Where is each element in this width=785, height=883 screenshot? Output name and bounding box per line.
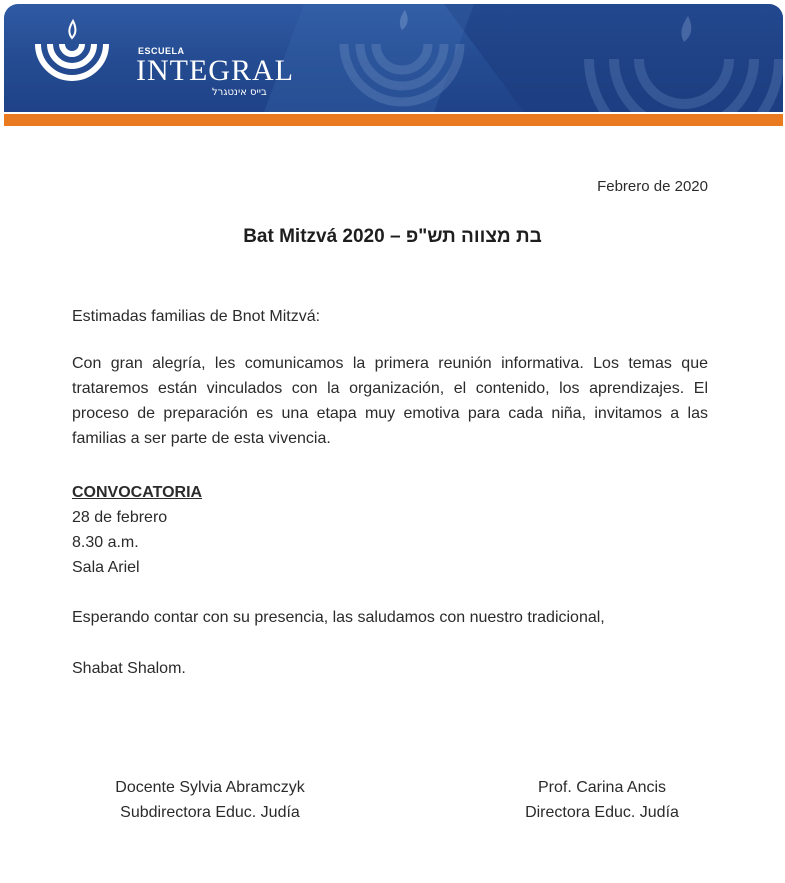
logo-integral-text: INTEGRAL — [136, 54, 294, 87]
signature-name: Prof. Carina Ancis — [537, 779, 667, 796]
signature-right — [452, 775, 752, 825]
greeting: Estimadas familias de Bnot Mitzvá: — [72, 308, 321, 325]
letterhead-banner — [4, 4, 783, 112]
letter-title — [0, 226, 785, 248]
convocatoria-time: 8.30 a.m. — [72, 534, 139, 551]
title-hebrew: בת מצווה תש"פ — [405, 226, 542, 247]
signature-role: Directora Educ. Judía — [525, 804, 679, 821]
signature-left — [60, 775, 360, 825]
closing-line: Esperando contar con su presencia, las saludamos con nuestro tradicional, — [72, 609, 605, 626]
convocatoria-date: 28 de febrero — [72, 509, 168, 526]
accent-bar — [4, 114, 783, 126]
title-latin: Bat Mitzvá 2020 – — [243, 226, 401, 247]
logo-hebrew-text: בייס אינטגרל — [212, 87, 267, 98]
school-logo — [34, 24, 314, 104]
convocatoria-heading: CONVOCATORIA — [72, 484, 203, 501]
letter-date: Febrero de 2020 — [597, 178, 708, 195]
signature-name: Docente Sylvia Abramczyk — [115, 779, 305, 796]
signature-role: Subdirectora Educ. Judía — [120, 804, 300, 821]
convocatoria-block — [72, 480, 708, 580]
convocatoria-place: Sala Ariel — [72, 559, 140, 576]
body-paragraph: Con gran alegría, les comunicamos la primera reunión informativa. Los temas que trataremos están vinculados con la organización, el contenido, los aprendizajes. El proceso de preparación es una etapa muy emotiva para cada niña, invitamos a las familias a ser parte de esta vivencia. — [72, 355, 708, 447]
logo-escuela-text: ESCUELA — [138, 46, 185, 56]
sign-off: Shabat Shalom. — [72, 660, 186, 677]
